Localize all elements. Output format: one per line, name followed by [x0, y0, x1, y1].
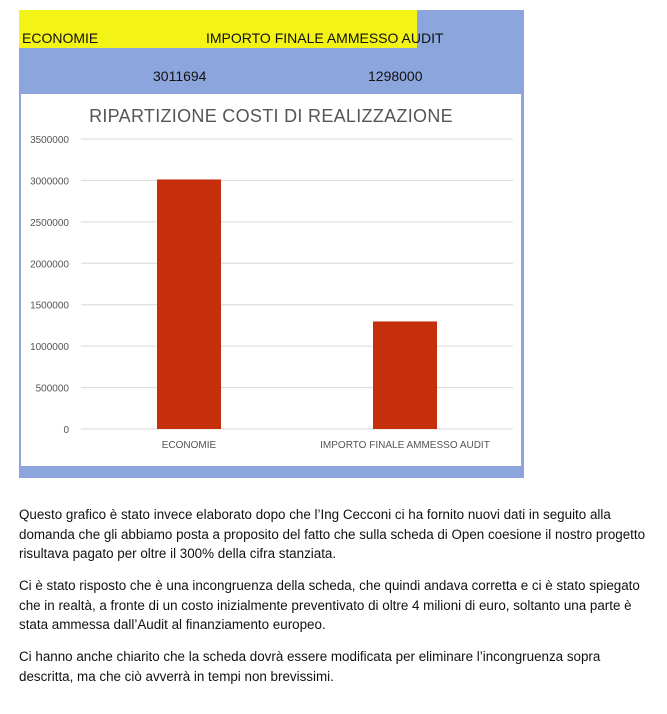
paragraph-1: Questo grafico è stato invece elaborato dopo che l’Ing Cecconi ci ha fornito nuovi dati in seguito alla domanda che gli abbiamo posta a proposito del fatto che sulla scheda di Open coesione il nostro progetto risultava pagato per oltre il 300% della cifra stanziata.	[19, 507, 646, 561]
y-tick-label: 1000000	[30, 342, 69, 354]
paragraph-2: Ci è stato risposto che è una incongruenza della scheda, che quindi andava corretta e ci è stato spiegato che in realtà, a fronte di un costo inizialmente preventivato di oltre 4 milioni di euro, soltanto una parte è stata ammessa dall’Audit al finanziamento europeo.	[19, 578, 640, 632]
x-category-label: IMPORTO FINALE AMMESSO AUDIT	[320, 440, 490, 451]
bar-1	[373, 321, 437, 429]
chart-title: RIPARTIZIONE COSTI DI REALIZZAZIONE	[89, 106, 453, 126]
paragraph-3: Ci hanno anche chiarito che la scheda dovrà essere modificata per eliminare l’incongruenza sopra descritta, ma che ciò avverrà in tempi non brevissimi.	[19, 649, 601, 684]
spreadsheet-area	[19, 10, 524, 478]
y-tick-label: 500000	[35, 383, 69, 395]
y-tick-label: 0	[63, 425, 69, 436]
bar-chart	[21, 94, 521, 466]
y-tick-label: 2500000	[30, 217, 69, 229]
bar-0	[157, 179, 221, 429]
x-category-label: ECONOMIE	[161, 440, 217, 451]
header-economie: ECONOMIE	[22, 30, 99, 46]
header-importo: IMPORTO FINALE AMMESSO AUDIT	[206, 30, 444, 46]
y-tick-label: 2000000	[30, 259, 69, 271]
value-economie: 3011694	[153, 68, 207, 84]
value-importo: 1298000	[368, 68, 423, 84]
values-row	[19, 58, 524, 88]
y-tick-label: 3500000	[30, 135, 69, 146]
chart-plot	[21, 94, 521, 466]
y-tick-label: 3000000	[30, 176, 69, 188]
header-row	[19, 10, 524, 48]
y-tick-label: 1500000	[30, 300, 69, 312]
